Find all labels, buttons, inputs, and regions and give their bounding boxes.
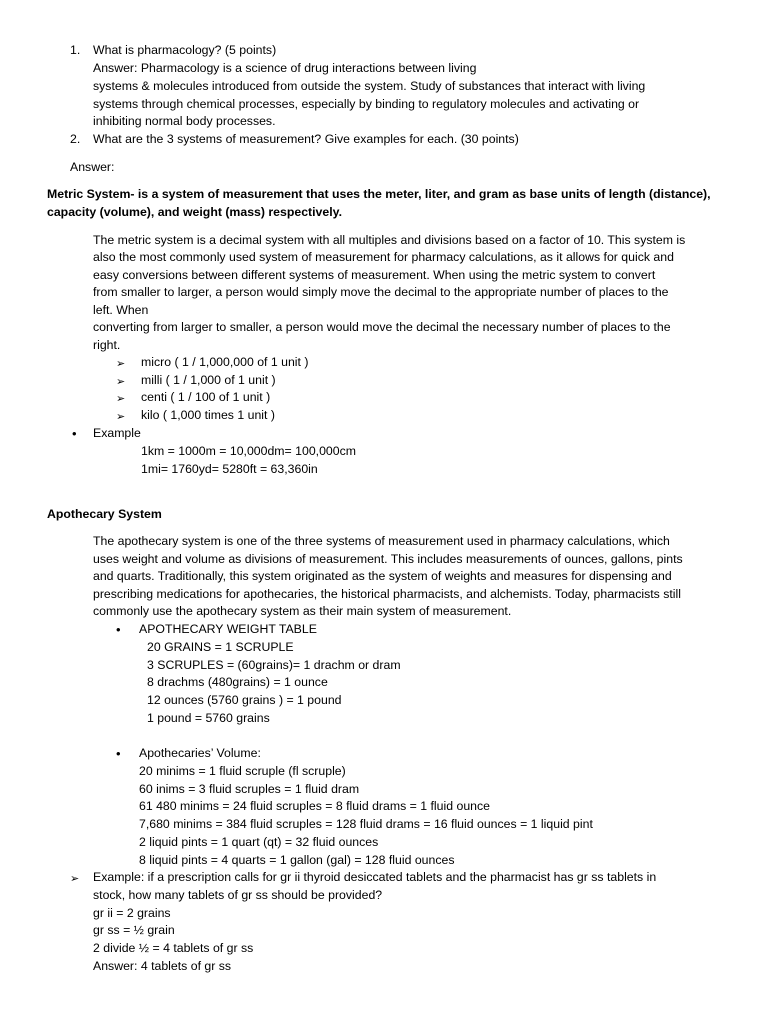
apothecary-paragraph-line: The apothecary system is one of the three systems of measurement used in pharmacy calculations, which bbox=[93, 534, 670, 548]
weight-table-line: 12 ounces (5760 grains ) = 1 pound bbox=[147, 693, 342, 707]
weight-table-line: 8 drachms (480grains) = 1 ounce bbox=[147, 675, 328, 689]
metric-paragraph-line: The metric system is a decimal system with all multiples and divisions based on a factor of 10. This system is bbox=[93, 233, 686, 247]
metric-prefix-item: milli ( 1 / 1,000 of 1 unit ) bbox=[141, 373, 276, 387]
apothecary-heading: Apothecary System bbox=[47, 507, 162, 521]
weight-table-line: 3 SCRUPLES = (60grains)= 1 drachm or dram bbox=[147, 658, 401, 672]
arrow-bullet-icon: ➢ bbox=[116, 410, 126, 423]
q2-answer-label: Answer: bbox=[70, 160, 115, 174]
metric-paragraph-line: converting from larger to smaller, a person would move the decimal the necessary number of places to the bbox=[93, 320, 671, 334]
arrow-bullet-icon: ➢ bbox=[116, 357, 126, 370]
q1-number: 1. bbox=[70, 43, 81, 57]
metric-example-label: Example bbox=[93, 426, 141, 440]
apothecary-example-line: gr ss = ½ grain bbox=[93, 923, 175, 937]
metric-prefix-item: micro ( 1 / 1,000,000 of 1 unit ) bbox=[141, 355, 309, 369]
volume-table-line: 8 liquid pints = 4 quarts = 1 gallon (gal) = 128 fluid ounces bbox=[139, 853, 455, 867]
bullet-icon: • bbox=[116, 622, 121, 637]
bullet-icon: • bbox=[72, 426, 77, 441]
q1-answer-line: systems through chemical processes, especially by binding to regulatory molecules and activating or bbox=[93, 97, 640, 111]
metric-example-line: 1km = 1000m = 10,000dm= 100,000cm bbox=[141, 444, 356, 458]
metric-heading: capacity (volume), and weight (mass) respectively. bbox=[47, 205, 342, 219]
volume-table-line: 61 480 minims = 24 fluid scruples = 8 fluid drams = 1 fluid ounce bbox=[139, 799, 490, 813]
metric-heading: Metric System- is a system of measurement that uses the meter, liter, and gram as base units of length (distance), bbox=[47, 187, 711, 201]
volume-table-line: 60 inims = 3 fluid scruples = 1 fluid dram bbox=[139, 782, 360, 796]
weight-table-line: 20 GRAINS = 1 SCRUPLE bbox=[147, 640, 294, 654]
volume-table-line: 2 liquid pints = 1 quart (qt) = 32 fluid ounces bbox=[139, 835, 379, 849]
volume-table-line: 20 minims = 1 fluid scruple (fl scruple) bbox=[139, 764, 346, 778]
q2-text: What are the 3 systems of measurement? Give examples for each. (30 points) bbox=[93, 132, 519, 146]
apothecary-example-line: 2 divide ½ = 4 tablets of gr ss bbox=[93, 941, 254, 955]
apothecary-paragraph-line: commonly use the apothecary system as their main system of measurement. bbox=[93, 604, 512, 618]
arrow-bullet-icon: ➢ bbox=[70, 872, 80, 885]
apothecary-paragraph-line: prescribing medications for apothecaries, the historical pharmacists, and alchemists. Today, pharmacists still bbox=[93, 587, 682, 601]
weight-table-line: 1 pound = 5760 grains bbox=[147, 711, 270, 725]
apothecary-example-answer: Answer: 4 tablets of gr ss bbox=[93, 959, 232, 973]
q1-answer-line: systems & molecules introduced from outside the system. Study of substances that interact with living bbox=[93, 79, 646, 93]
apothecary-paragraph-line: and quarts. Traditionally, this system originated as the system of weights and measures for dispensing and bbox=[93, 569, 672, 583]
q1-answer-line: inhibiting normal body processes. bbox=[93, 114, 276, 128]
arrow-bullet-icon: ➢ bbox=[116, 392, 126, 405]
apothecary-example-line: stock, how many tablets of gr ss should be provided? bbox=[93, 888, 383, 902]
metric-example-line: 1mi= 1760yd= 5280ft = 63,360in bbox=[141, 462, 318, 476]
bullet-icon: • bbox=[116, 746, 121, 761]
metric-paragraph-line: from smaller to larger, a person would simply move the decimal to the appropriate number of places to the bbox=[93, 285, 669, 299]
volume-table-line: 7,680 minims = 384 fluid scruples = 128 fluid drams = 16 fluid ounces = 1 liquid pint bbox=[139, 817, 593, 831]
volume-table-title: Apothecaries’ Volume: bbox=[139, 746, 261, 760]
apothecary-example-line: Example: if a prescription calls for gr ii thyroid desiccated tablets and the pharmacist has gr ss tablets in bbox=[93, 870, 657, 884]
apothecary-example-line: gr ii = 2 grains bbox=[93, 906, 171, 920]
metric-paragraph-line: easy conversions between different systems of measurement. When using the metric system to convert bbox=[93, 268, 656, 282]
metric-paragraph-line: also the most commonly used system of measurement for pharmacy calculations, as it allows for quick and bbox=[93, 250, 674, 264]
metric-paragraph-line: left. When bbox=[93, 303, 149, 317]
metric-prefix-item: centi ( 1 / 100 of 1 unit ) bbox=[141, 390, 271, 404]
apothecary-paragraph-line: uses weight and volume as divisions of measurement. This includes measurements of ounces, gallons, pints bbox=[93, 552, 683, 566]
q1-answer-line: Answer: Pharmacology is a science of drug interactions between living bbox=[93, 61, 477, 75]
q2-number: 2. bbox=[70, 132, 81, 146]
arrow-bullet-icon: ➢ bbox=[116, 375, 126, 388]
metric-paragraph-line: right. bbox=[93, 338, 121, 352]
q1-text: What is pharmacology? (5 points) bbox=[93, 43, 277, 57]
weight-table-title: APOTHECARY WEIGHT TABLE bbox=[139, 622, 317, 636]
metric-prefix-item: kilo ( 1,000 times 1 unit ) bbox=[141, 408, 275, 422]
